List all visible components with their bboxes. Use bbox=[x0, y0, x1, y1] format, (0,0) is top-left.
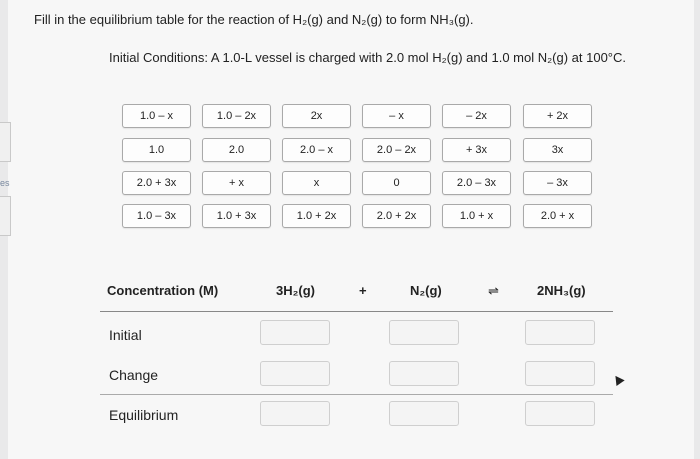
answer-tile[interactable]: 2x bbox=[282, 104, 351, 128]
answer-tile[interactable]: 1.0 – 3x bbox=[122, 204, 191, 228]
answer-tile[interactable]: 2.0 + 3x bbox=[122, 171, 191, 195]
header-equilibrium-arrow: ⇌ bbox=[488, 283, 499, 298]
question-text: Fill in the equilibrium table for the reaction of H₂(g) and N₂(g) to form NH₃(g). bbox=[34, 12, 474, 27]
drop-slot-change-h2[interactable] bbox=[260, 361, 330, 386]
side-panel-tab[interactable] bbox=[0, 122, 11, 162]
answer-tile[interactable]: 3x bbox=[523, 138, 592, 162]
header-plus: + bbox=[359, 283, 367, 298]
header-h2: 3H₂(g) bbox=[276, 283, 315, 298]
answer-tile[interactable]: 2.0 – x bbox=[282, 138, 351, 162]
header-nh3: 2NH₃(g) bbox=[537, 283, 586, 298]
answer-tile[interactable]: 2.0 + x bbox=[523, 204, 592, 228]
row-label-change: Change bbox=[109, 367, 159, 383]
answer-tile[interactable]: x bbox=[282, 171, 351, 195]
answer-tile[interactable]: + 2x bbox=[523, 104, 592, 128]
answer-tile[interactable]: 1.0 – x bbox=[122, 104, 191, 128]
drop-slot-equilibrium-h2[interactable] bbox=[260, 401, 330, 426]
answer-tile[interactable]: 1.0 + 3x bbox=[202, 204, 271, 228]
answer-tile[interactable]: 1.0 + x bbox=[442, 204, 511, 228]
answer-tile[interactable]: – 2x bbox=[442, 104, 511, 128]
question-page bbox=[8, 0, 694, 459]
side-label: es bbox=[0, 178, 10, 188]
drop-slot-initial-h2[interactable] bbox=[260, 320, 330, 345]
answer-tile[interactable]: 2.0 bbox=[202, 138, 271, 162]
initial-conditions-text: Initial Conditions: A 1.0-L vessel is charged with 2.0 mol H₂(g) and 1.0 mol N₂(g) at 100°C. bbox=[109, 50, 626, 65]
answer-tile[interactable]: – x bbox=[362, 104, 431, 128]
answer-tile[interactable]: + 3x bbox=[442, 138, 511, 162]
answer-tile[interactable]: – 3x bbox=[523, 171, 592, 195]
header-n2: N₂(g) bbox=[410, 283, 442, 298]
header-divider bbox=[100, 311, 613, 312]
header-concentration: Concentration (M) bbox=[107, 283, 219, 298]
answer-tile[interactable]: 1.0 – 2x bbox=[202, 104, 271, 128]
row-divider bbox=[100, 394, 613, 395]
drop-slot-change-nh3[interactable] bbox=[525, 361, 595, 386]
drop-slot-equilibrium-nh3[interactable] bbox=[525, 401, 595, 426]
answer-tile[interactable]: + x bbox=[202, 171, 271, 195]
answer-tile[interactable]: 2.0 – 3x bbox=[442, 171, 511, 195]
answer-tile[interactable]: 0 bbox=[362, 171, 431, 195]
drop-slot-initial-nh3[interactable] bbox=[525, 320, 595, 345]
row-label-initial: Initial bbox=[109, 327, 142, 343]
row-label-equilibrium: Equilibrium bbox=[109, 407, 179, 423]
answer-tile[interactable]: 1.0 bbox=[122, 138, 191, 162]
drop-slot-equilibrium-n2[interactable] bbox=[389, 401, 459, 426]
drop-slot-change-n2[interactable] bbox=[389, 361, 459, 386]
answer-tile[interactable]: 1.0 + 2x bbox=[282, 204, 351, 228]
answer-tile[interactable]: 2.0 + 2x bbox=[362, 204, 431, 228]
answer-tile[interactable]: 2.0 – 2x bbox=[362, 138, 431, 162]
side-panel-tab[interactable] bbox=[0, 196, 11, 236]
drop-slot-initial-n2[interactable] bbox=[389, 320, 459, 345]
